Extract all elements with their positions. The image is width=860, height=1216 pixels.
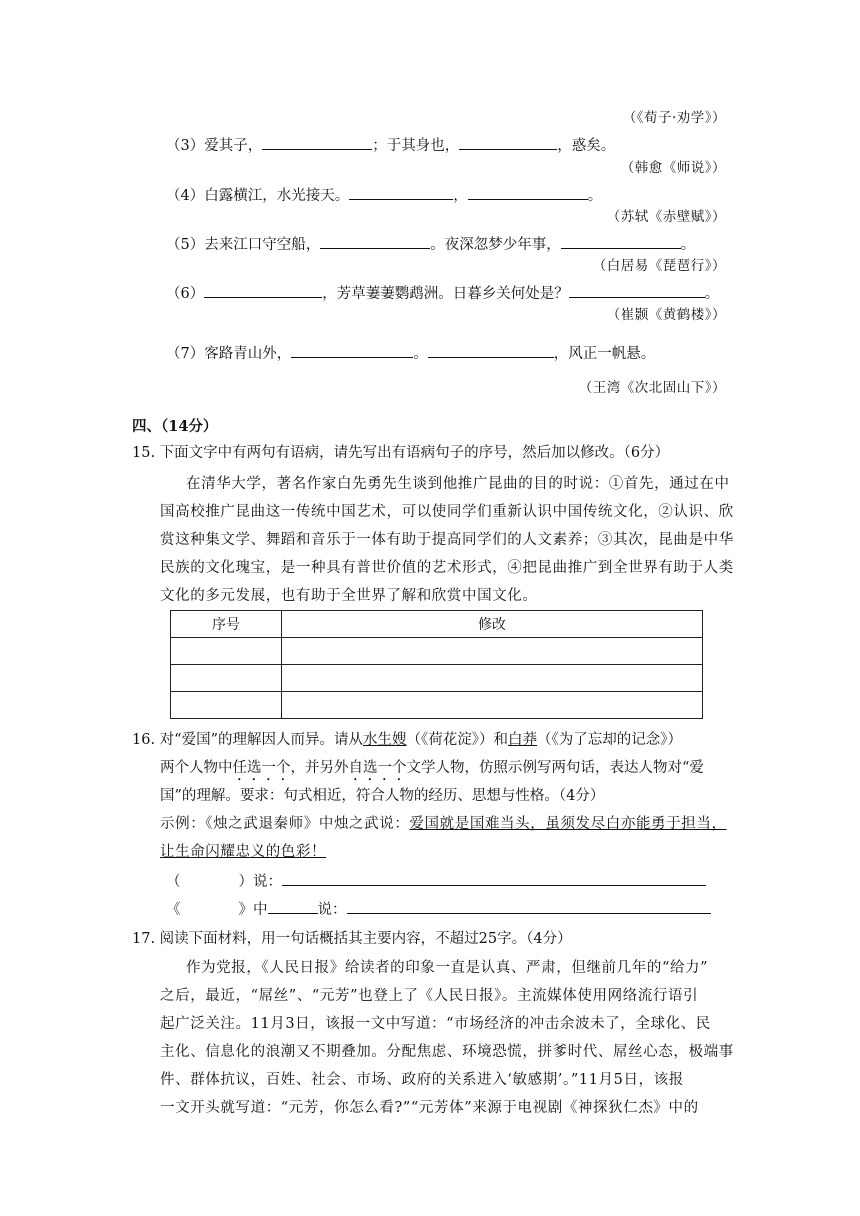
q17-passage-line: 件、群体抗议，百姓、社会、市场、政府的关系进入‘敏感期’。”11月5日，该报 — [160, 1072, 684, 1088]
citation-hanyu: （韩愈《师说》） — [620, 160, 726, 176]
answer-blank[interactable] — [347, 898, 711, 914]
character-name: 白莽 — [508, 732, 537, 748]
answer-blank[interactable] — [291, 342, 413, 358]
answer-blank[interactable] — [561, 233, 681, 249]
q15-passage-line: 文化的多元发展，也有助于全世界了解和欣赏中国文化。 — [160, 588, 538, 604]
answer-blank[interactable] — [262, 134, 372, 150]
table-row — [171, 665, 703, 692]
table-header-revision: 修改 — [282, 611, 703, 638]
q15-passage-line: 赏这种集文学、舞蹈和音乐于一体有助于提高同学们的人文素养；③其次，昆曲是中华 — [160, 532, 734, 548]
table-header-number: 序号 — [171, 611, 282, 638]
q15-passage-line: 民族的文化瑰宝，是一种具有普世价值的艺术形式，④把昆曲推广到全世界有助于人类 — [160, 560, 734, 576]
question-16-line: 国”的理解。要求：句式相近，符合人物的经历、思想与性格。（4分） — [160, 788, 605, 804]
citation-wangwan: （王湾《次北固山下》） — [578, 380, 726, 396]
table-row — [171, 638, 703, 665]
revision-table — [170, 610, 703, 719]
answer-cell[interactable] — [282, 665, 703, 692]
answer-blank[interactable] — [569, 282, 705, 298]
q15-passage-line: 在清华大学，著名作家白先勇先生谈到他推广昆曲的目的时说：①首先，通过在中 — [186, 476, 730, 492]
answer-cell[interactable] — [171, 665, 282, 692]
dictation-item-3: （3）爱其子， ；于其身也， ，惑矣。 — [166, 134, 615, 156]
citation-sushi: （苏轼《赤壁赋》） — [606, 209, 726, 225]
citation-cuihao: （崔颢《黄鹤楼》） — [606, 307, 726, 323]
character-name: 水生嫂 — [363, 732, 407, 748]
dictation-item-6: （6） ，芳草萋萋鹦鹉洲。日暮乡关何处是？ 。 — [166, 282, 719, 304]
dictation-item-4: （4）白露横江，水光接天。 ， 。 — [166, 184, 602, 206]
q15-passage-line: 国高校推广昆曲这一传统中国艺术，可以使同学们重新认识中国传统文化，②认识、欣 — [160, 504, 734, 520]
section-heading: 四、（14分） — [132, 418, 218, 435]
q16-answer-line-1: （ ）说： — [166, 870, 706, 892]
q17-passage-line: 之后，最近，“屌丝”、“元芳”也登上了《人民日报》。主流媒体使用网络流行语引 — [160, 988, 699, 1004]
answer-blank[interactable] — [204, 282, 322, 298]
answer-cell[interactable] — [282, 638, 703, 665]
answer-blank[interactable] — [428, 342, 554, 358]
q16-example: 示例：《烛之武退秦师》中烛之武说：爱国就是国难当头，虽须发尽白亦能勇于担当， — [160, 816, 727, 832]
answer-cell[interactable] — [282, 692, 703, 719]
answer-blank[interactable] — [282, 870, 706, 886]
dictation-item-5: （5）去来江口守空船， 。夜深忽梦少年事， 。 — [166, 233, 695, 255]
question-16-line: 两个人物中任选一个，并另外自选一个文学人物，仿照示例写两句话，表达人物对“爱 — [160, 760, 704, 776]
q17-passage-line: 起广泛关注。11月3日，该报一文中写道：“市场经济的冲击余波未了，全球化、民 — [160, 1016, 711, 1032]
answer-blank[interactable] — [468, 184, 588, 200]
citation-baijuyi: （白居易《琵琶行》） — [592, 258, 726, 274]
question-15-prompt: 15. 下面文字中有两句有语病，请先写出有语病句子的序号，然后加以修改。（6分） — [132, 445, 670, 461]
q17-passage-line: 主化、信息化的浪潮又不期叠加。分配焦虑、环境恐慌，拼爹时代、屌丝心态，极端事 — [160, 1044, 734, 1060]
answer-blank[interactable] — [459, 134, 557, 150]
q16-answer-line-2: 《 》中 说： — [166, 898, 711, 920]
answer-cell[interactable] — [171, 638, 282, 665]
question-16-line: 16. 对“爱国”的理解因人而异。请从水生嫂（《荷花淀》）和白莽（《为了忘却的记念》） — [132, 732, 682, 748]
table-row — [171, 692, 703, 719]
q17-passage-line: 一文开头就写道：“元芳，你怎么看?”“元芳体”来源于电视剧《神探狄仁杰》中的 — [160, 1100, 699, 1116]
answer-blank[interactable] — [349, 184, 453, 200]
q16-example-cont: 让生命闪耀忠义的色彩！ — [160, 844, 327, 860]
answer-blank[interactable] — [268, 898, 318, 914]
citation-xunzi: （《荀子·劝学》） — [622, 110, 726, 126]
question-17-prompt: 17. 阅读下面材料，用一句话概括其主要内容，不超过25字。（4分） — [132, 931, 572, 947]
answer-cell[interactable] — [171, 692, 282, 719]
dictation-item-7: （7）客路青山外， 。 ，风正一帆悬。 — [166, 342, 655, 364]
q17-passage-line: 作为党报，《人民日报》给读者的印象一直是认真、严肃，但继前几年的“给力” — [186, 960, 709, 976]
answer-blank[interactable] — [320, 233, 430, 249]
